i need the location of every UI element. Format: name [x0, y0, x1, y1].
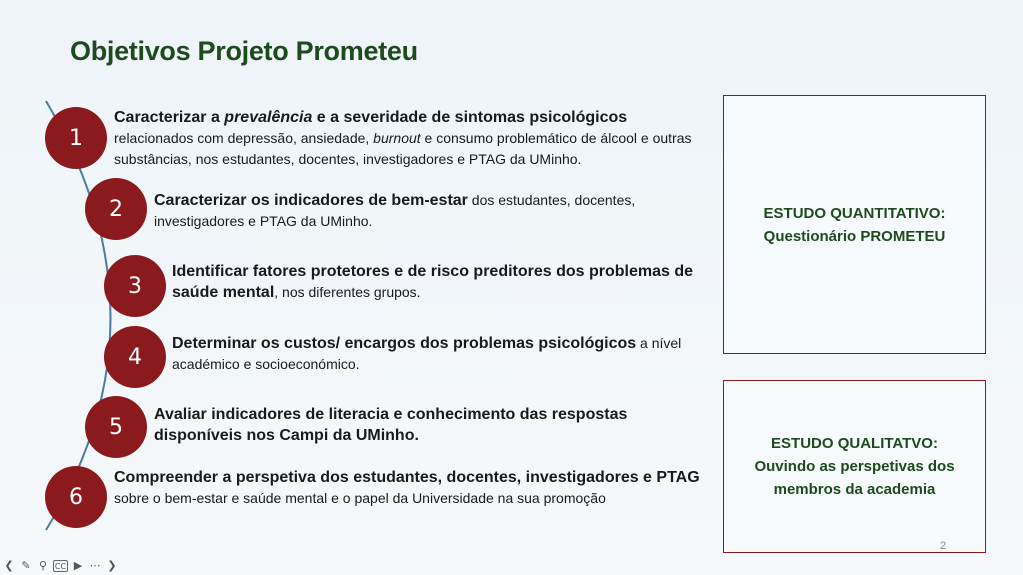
objective-1-text-b: e consumo problemático de álcool e outras substâncias, nos estudantes, docentes, investigadores e PTAG da UMinho. [114, 130, 692, 167]
previous-icon[interactable]: ❮ [4, 558, 14, 572]
zoom-icon[interactable]: ⚲ [38, 558, 48, 572]
more-icon[interactable]: ⋯ [89, 558, 101, 572]
objective-4-bold: Determinar os custos/ encargos dos problemas psicológicos [172, 335, 637, 352]
objective-6-bold: Compreender a perspetiva dos estudantes, docentes, investigadores e PTAG [114, 469, 700, 486]
presentation-toolbar [2, 558, 119, 572]
objective-1-text [114, 108, 714, 170]
objective-2-bold: Caracterizar os indicadores de bem-estar [154, 192, 468, 209]
quantitative-line-2: Questionário PROMETEU [763, 227, 946, 245]
objective-1-bold-b: e a severidade de sintomas psicológicos [312, 109, 628, 126]
objective-3-bold: Identificar fatores protetores e de risco preditores dos problemas de saúde mental [172, 263, 694, 301]
objective-2-normal: dos estudantes, docentes, investigadores e PTAG da UMinho. [154, 192, 636, 229]
objective-number-3: 3 [104, 255, 166, 317]
objective-number-1: 1 [45, 107, 107, 169]
quantitative-line-1: ESTUDO QUANTITATIVO: [763, 204, 946, 222]
pen-icon[interactable]: ✎ [21, 558, 31, 572]
objective-number-6: 6 [45, 466, 107, 528]
captions-icon[interactable]: CC [54, 561, 67, 571]
objective-1-text-a: relacionados com depressão, ansiedade, [114, 130, 374, 146]
page-number: 2 [940, 540, 947, 552]
qualitative-line-2: Ouvindo as perspetivas dos [754, 458, 955, 475]
objective-4-text [172, 333, 717, 375]
objective-2-text [154, 190, 684, 232]
objective-number-2: 2 [85, 178, 147, 240]
slide-title: Objetivos Projeto Prometeu [70, 36, 418, 66]
objective-5-text [154, 405, 674, 446]
objective-6-text [114, 467, 704, 509]
quantitative-study-box [723, 95, 986, 354]
objective-6-normal: sobre o bem-estar e saúde mental e o papel da Universidade na sua promoção [114, 490, 606, 506]
objective-3-normal: , nos diferentes grupos. [274, 284, 421, 300]
objective-5-bold: Avaliar indicadores de literacia e conhecimento das respostas disponíveis nos Campi da UMinho. [154, 406, 628, 444]
qualitative-line-3: membros da academia [773, 481, 936, 498]
camera-icon[interactable]: ▶ [73, 558, 83, 572]
next-icon[interactable]: ❯ [107, 558, 117, 572]
objective-4-normal: a nível académico e socioeconómico. [172, 335, 682, 372]
objective-number-4: 4 [104, 326, 166, 388]
objective-3-text [172, 262, 712, 303]
objective-1-bold-a: Caracterizar a [114, 109, 225, 126]
qualitative-study-box [723, 380, 986, 553]
objective-1-bold-italic: prevalência [224, 109, 313, 126]
objective-number-5: 5 [85, 396, 147, 458]
objective-1-italic: burnout [373, 130, 421, 146]
qualitative-line-1: ESTUDO QUALITATVO: [771, 435, 938, 452]
